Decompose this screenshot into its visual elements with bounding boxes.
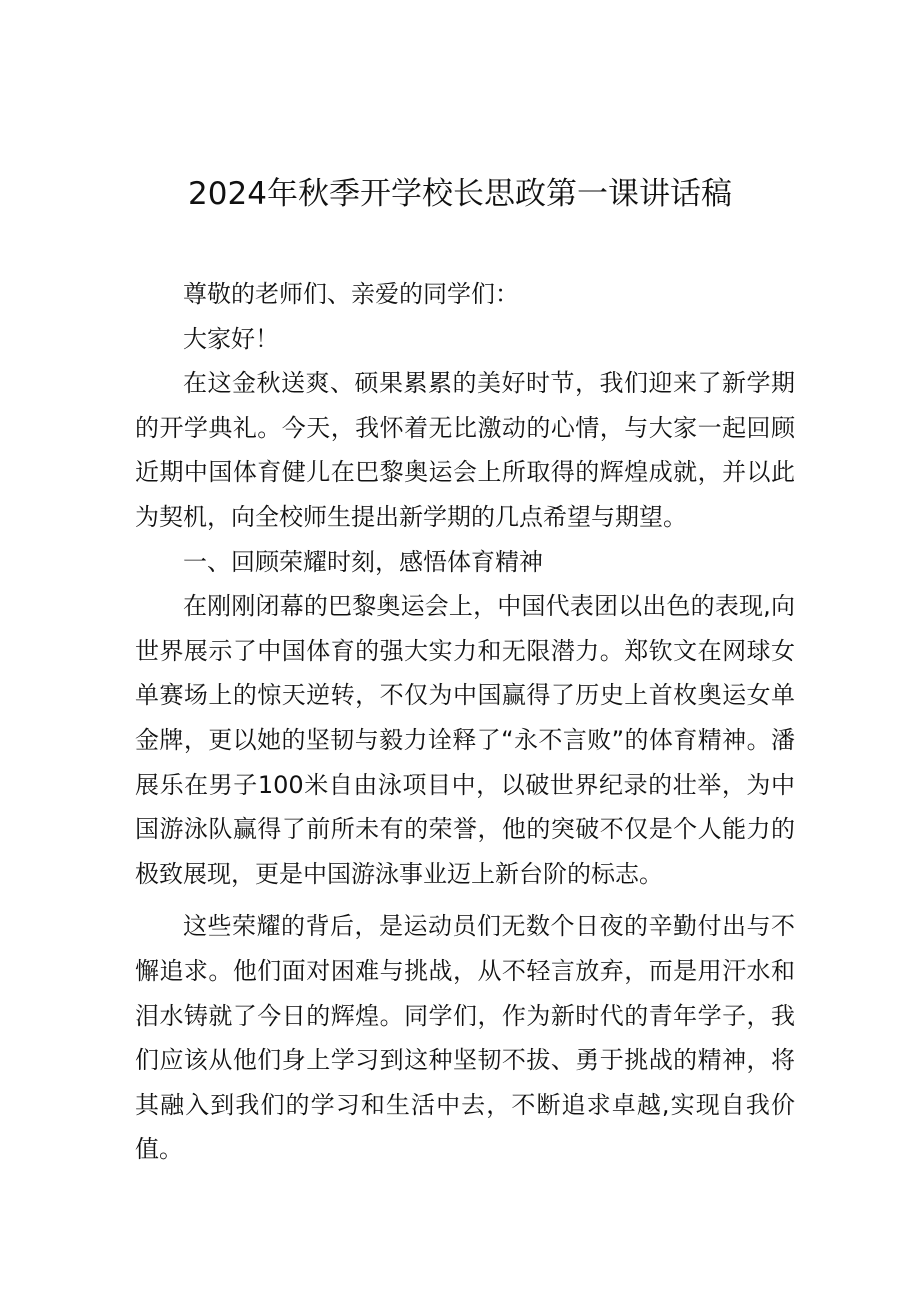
document-body: [135, 272, 795, 1172]
olympics-paragraph: 在刚刚闭幕的巴黎奥运会上，中国代表团以出色的表现,向世界展示了中国体育的强大实力和无限潜力。郑钦文在网球女单赛场上的惊天逆转，不仅为中国赢得了历史上首枚奥运女单金牌，更以她的坚韧与毅力诠释了“永不言败”的体育精神。潘展乐在男子100米自由泳项目中，以破世界纪录的壮举，为中国游泳队赢得了前所未有的荣誉，他的突破不仅是个人能力的极致展现，更是中国游泳事业迈上新台阶的标志。: [135, 592, 795, 888]
section-heading: 一、回顾荣耀时刻，感悟体育精神: [183, 547, 543, 576]
document-title: 2024年秋季开学校长思政第一课讲话稿: [188, 176, 732, 212]
opening-paragraph: 在这金秋送爽、硕果累累的美好时节，我们迎来了新学期的开学典礼。今天，我怀着无比激动的心情，与大家一起回顾近期中国体育健儿在巴黎奥运会上所取得的辉煌成就，并以此为契机，向全校师生提出新学期的几点希望与期望。: [135, 369, 795, 531]
salutation-paragraph: 尊敬的老师们、亲爱的同学们：: [183, 280, 519, 308]
reflection-paragraph: 这些荣耀的背后，是运动员们无数个日夜的辛勤付出与不懈追求。他们面对困难与挑战，从不轻言放弃，而是用汗水和泪水铸就了今日的辉煌。同学们，作为新时代的青年学子，我们应该从他们身上学习到这种坚韧不拔、勇于挑战的精神，将其融入到我们的学习和生活中去，不断追求卓越,实现自我价值。: [135, 912, 795, 1164]
greeting-paragraph: 大家好！: [183, 324, 279, 353]
